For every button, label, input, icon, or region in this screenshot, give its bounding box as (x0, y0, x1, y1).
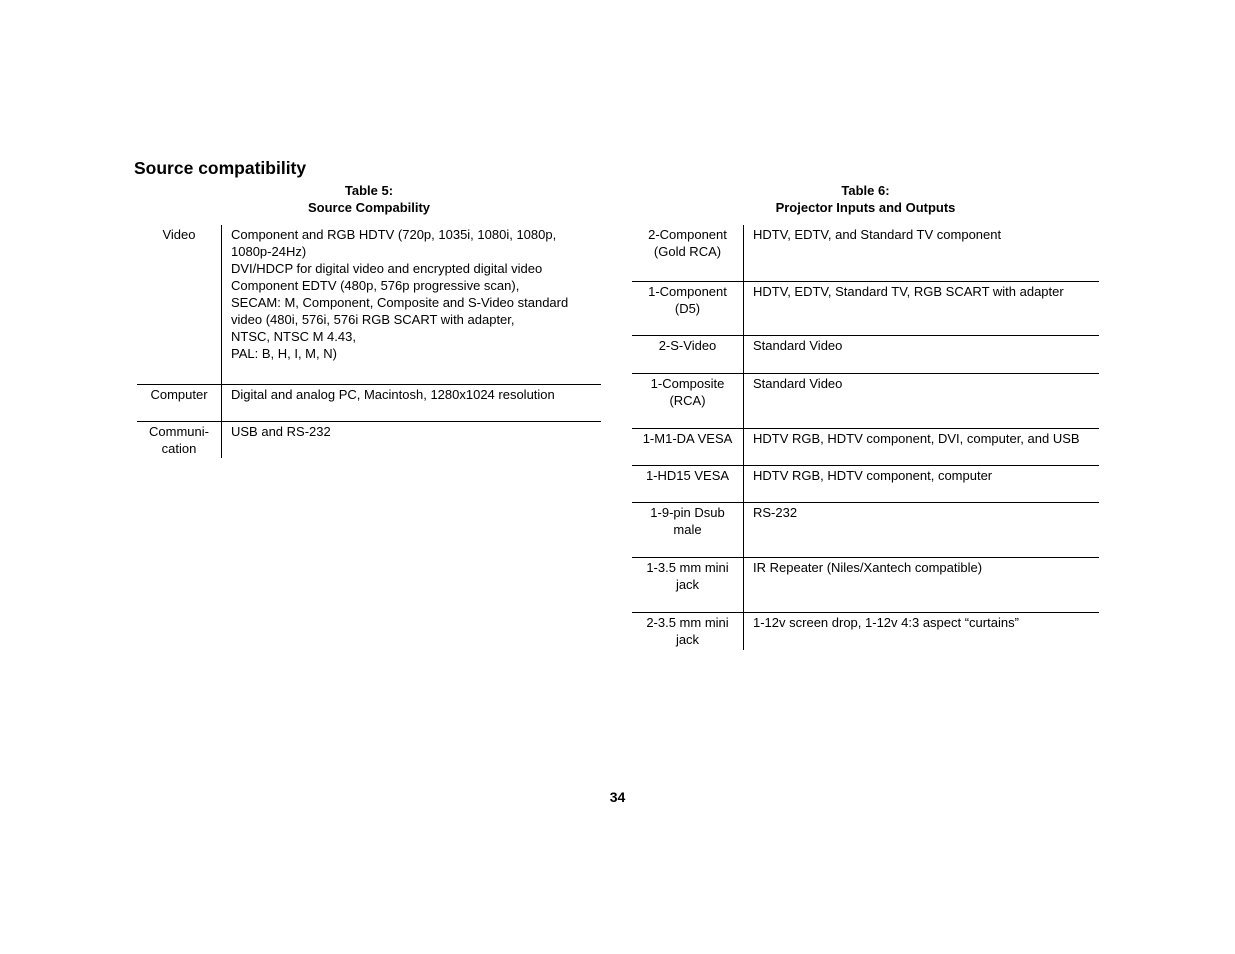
table-cell-label (137, 225, 222, 384)
table6-caption-number: Table 6: (841, 183, 890, 198)
cell-line: (Gold RCA) (653, 244, 722, 259)
cell-line: SECAM: M, Component, Composite and S-Video standard (231, 295, 569, 310)
cell-line: jack (675, 576, 700, 592)
cell-line: 2-Component (648, 227, 727, 242)
table-cell-description (744, 335, 1100, 373)
cell-line: Component EDTV (480p, 576p progressive scan), (231, 278, 520, 293)
cell-line: 1-Component (648, 283, 727, 299)
table-row (632, 225, 1099, 281)
table-row (137, 225, 601, 384)
page-number: 34 (609, 789, 626, 805)
cell-line: (D5) (674, 300, 701, 316)
table-cell-label (632, 428, 744, 465)
table-cell-label (632, 557, 744, 612)
source-compatibility-table (137, 225, 601, 458)
table-cell-description (744, 281, 1100, 335)
cell-line: 1-Composite (650, 375, 725, 391)
table-row (632, 465, 1099, 502)
cell-line: video (480i, 576i, 576i RGB SCART with adapter, (231, 312, 515, 327)
cell-line: 1080p-24Hz) (231, 244, 307, 259)
cell-line: HDTV RGB, HDTV component, computer (753, 467, 993, 483)
cell-line: Communi- (149, 423, 209, 439)
table-row (632, 335, 1099, 373)
table-cell-description (222, 421, 602, 458)
table-cell-description (744, 428, 1100, 465)
table-cell-label (632, 373, 744, 428)
table-cell-label (632, 225, 744, 281)
table-cell-description (744, 465, 1100, 502)
table-row (632, 428, 1099, 465)
cell-line: Component and RGB HDTV (720p, 1035i, 1080i, 1080p, (231, 227, 557, 242)
table-row (632, 502, 1099, 557)
table6-caption (632, 182, 1099, 216)
table-cell-label (632, 335, 744, 373)
cell-line: USB and RS-232 (231, 423, 331, 439)
table-row (137, 421, 601, 458)
table-cell-label (137, 384, 222, 421)
section-title: Source compatibility (134, 158, 307, 178)
table5-caption (137, 182, 601, 216)
cell-line: male (673, 521, 702, 537)
cell-line: jack (675, 631, 700, 647)
cell-line: Standard Video (753, 337, 843, 353)
cell-line: RS-232 (753, 504, 798, 520)
table-cell-label (137, 421, 222, 458)
table-cell-description (744, 225, 1100, 281)
table-row (137, 384, 601, 421)
cell-line: Standard Video (753, 375, 843, 391)
cell-line: Computer (150, 386, 208, 402)
cell-line: (RCA) (669, 392, 706, 408)
cell-line: 2-3.5 mm mini (646, 614, 729, 630)
cell-line: 1-3.5 mm mini (646, 559, 729, 575)
cell-line: NTSC, NTSC M 4.43, (231, 329, 356, 344)
table-cell-description (744, 373, 1100, 428)
table-cell-description (744, 612, 1100, 650)
table-cell-label (632, 502, 744, 557)
table5-caption-number: Table 5: (344, 183, 394, 198)
cell-line: DVI/HDCP for digital video and encrypted digital video (231, 261, 543, 276)
table-cell-description (744, 557, 1100, 612)
table-cell-description (222, 384, 602, 421)
table-row (632, 281, 1099, 335)
cell-line: HDTV, EDTV, and Standard TV component (753, 227, 1002, 242)
cell-line: HDTV RGB, HDTV component, DVI, computer, and USB (753, 430, 1080, 446)
cell-line: Digital and analog PC, Macintosh, 1280x1024 resolution (231, 386, 555, 402)
cell-line: 1-HD15 VESA (645, 467, 730, 483)
cell-line: 1-M1-DA VESA (642, 430, 733, 446)
cell-line: cation (161, 440, 197, 456)
table-row (632, 612, 1099, 650)
table5-caption-title: Source Compability (307, 200, 431, 215)
projector-inputs-outputs-table (632, 225, 1099, 650)
cell-line: PAL: B, H, I, M, N) (231, 346, 337, 361)
table6-caption-title: Projector Inputs and Outputs (775, 200, 956, 215)
table-cell-label (632, 465, 744, 502)
cell-line: IR Repeater (Niles/Xantech compatible) (753, 559, 983, 575)
table-row (632, 373, 1099, 428)
cell-line: 2-S-Video (658, 337, 717, 353)
table-cell-label (632, 281, 744, 335)
cell-line: HDTV, EDTV, Standard TV, RGB SCART with adapter (753, 283, 1064, 299)
cell-line: Video (162, 227, 196, 242)
cell-line: 1-12v screen drop, 1-12v 4:3 aspect “curtains” (753, 614, 1019, 630)
cell-line: 1-9-pin Dsub (650, 504, 725, 520)
table-cell-label (632, 612, 744, 650)
table-row (632, 557, 1099, 612)
table-cell-description (744, 502, 1100, 557)
table-cell-description (222, 225, 602, 384)
